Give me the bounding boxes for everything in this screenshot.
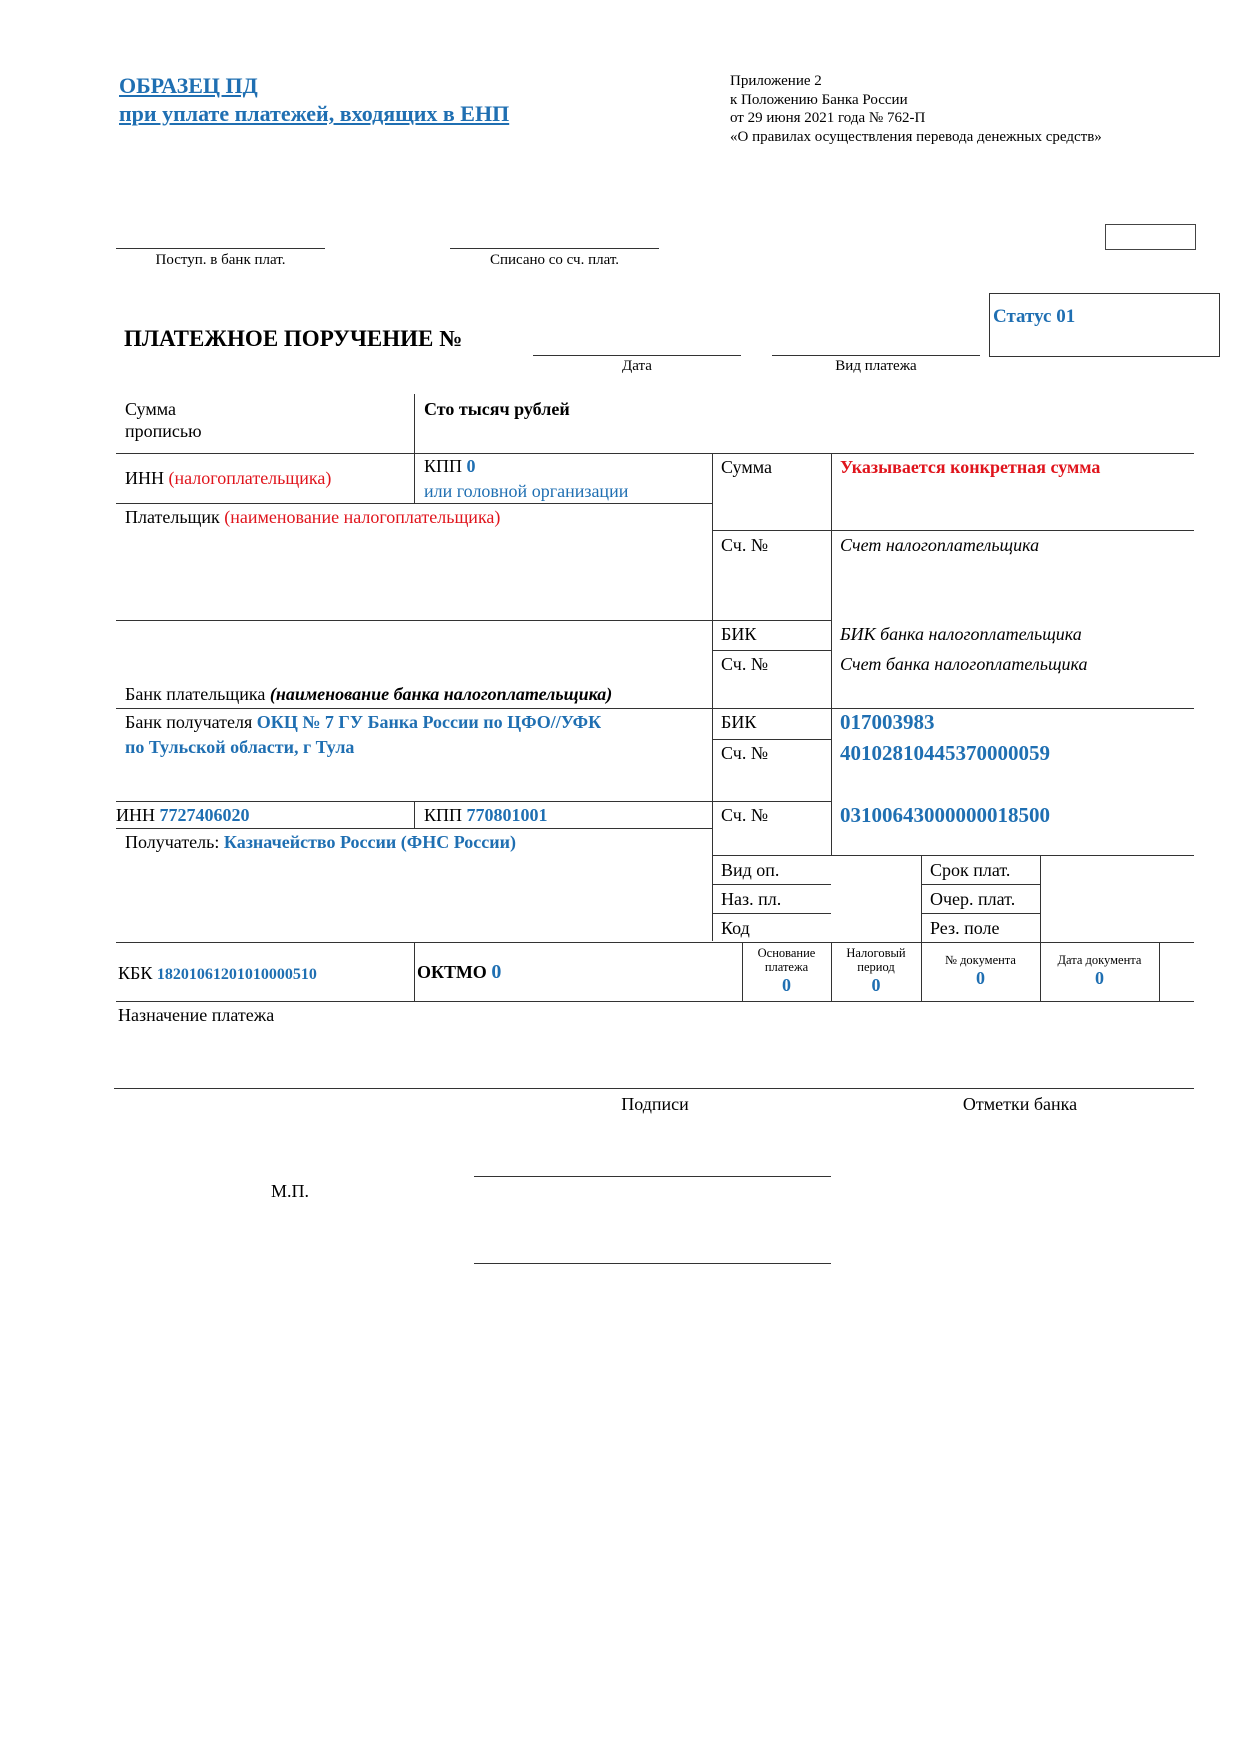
oktmo-label: ОКТМО (417, 962, 487, 982)
divider (116, 801, 831, 802)
recipient-bank[interactable] (125, 711, 715, 758)
doc-number-field[interactable] (921, 953, 1040, 989)
recipient-inn[interactable] (116, 804, 250, 826)
divider (712, 530, 1194, 531)
divider (116, 453, 1194, 454)
payer-name-label: Плательщик (125, 507, 220, 527)
divider (831, 453, 832, 855)
payer-account-value[interactable]: Счет налогоплательщика (840, 535, 1040, 555)
signatures-label: Подписи (621, 1094, 689, 1114)
divider (116, 503, 712, 504)
payer-kpp-note: или головной организации (424, 481, 629, 501)
recipient-bank-label: Банк получателя (125, 712, 253, 732)
payer-bank[interactable] (125, 683, 612, 705)
signature-line-2[interactable] (474, 1263, 831, 1264)
status-value: Статус 01 (993, 306, 1076, 327)
divider (116, 828, 712, 829)
appendix-reference (730, 72, 1102, 146)
label-line: Сумма (125, 399, 176, 419)
divider (712, 884, 831, 885)
divider (712, 650, 831, 651)
divider (712, 855, 1194, 856)
label-line: прописью (125, 421, 202, 441)
payment-type-label: Вид платежа (835, 358, 917, 374)
form-code-box[interactable] (1105, 224, 1196, 250)
document-title (119, 72, 509, 128)
recipient-bank-account-value[interactable]: 40102810445370000059 (840, 741, 1050, 765)
recipient-account-label: Сч. № (721, 805, 768, 825)
title-line-2: при уплате платежей, входящих в ЕНП (119, 101, 510, 126)
basis-value: 0 (782, 975, 791, 995)
recipient-bank-value: ОКЦ № 7 ГУ Банка России по ЦФО//УФК (256, 712, 602, 732)
recipient-bik-value[interactable]: 017003983 (840, 710, 935, 734)
due-date-label: Срок плат. (930, 860, 1011, 880)
debited-date-line[interactable] (450, 248, 659, 249)
doc-date-value: 0 (1095, 968, 1104, 988)
kbk-field[interactable] (118, 962, 317, 986)
purpose-code-label: Наз. пл. (721, 889, 782, 909)
oktmo-field[interactable] (417, 961, 501, 983)
payer-bik-label: БИК (721, 624, 757, 644)
tax-period-label: Налоговый (846, 946, 906, 960)
divider (116, 708, 1194, 709)
divider (712, 453, 713, 941)
divider (921, 913, 1040, 914)
appendix-line: Приложение 2 (730, 73, 822, 89)
basis-field[interactable] (742, 946, 831, 996)
sum-value[interactable]: Указывается конкретная сумма (840, 457, 1101, 477)
amount-words-value[interactable]: Сто тысяч рублей (424, 399, 570, 419)
tax-period-field[interactable] (831, 946, 921, 996)
divider (414, 942, 415, 1001)
basis-label: Основание (757, 946, 816, 960)
stamp-label: М.П. (271, 1181, 310, 1201)
doc-number-label: № документа (945, 953, 1016, 967)
payment-purpose-label: Назначение платежа (118, 1005, 275, 1025)
payer-bank-value: (наименование банка налогоплательщика) (269, 684, 613, 704)
op-type-label: Вид оп. (721, 860, 780, 880)
recipient-kpp-label: КПП (424, 805, 463, 825)
payment-type-line[interactable] (772, 355, 980, 356)
payment-purpose-field[interactable] (116, 1028, 1194, 1086)
divider (712, 913, 831, 914)
divider (414, 394, 415, 453)
recipient-kpp[interactable] (424, 804, 548, 826)
payer-inn-label: ИНН (125, 468, 164, 488)
bank-marks-label: Отметки банка (962, 1094, 1078, 1114)
received-date-line[interactable] (116, 248, 325, 249)
sum-label: Сумма (721, 457, 772, 477)
reserve-field-label: Рез. поле (930, 918, 1000, 938)
kbk-value: 18201061201010000510 (156, 966, 317, 983)
payer-inn[interactable] (125, 467, 331, 489)
tax-period-value: 0 (871, 975, 881, 995)
payer-bik-value[interactable]: БИК банка налогоплательщика (840, 624, 1082, 644)
doc-date-label: Дата документа (1057, 953, 1142, 967)
divider (712, 739, 831, 740)
divider (921, 884, 1040, 885)
doc-date-field[interactable] (1040, 953, 1159, 989)
recipient-name-value: Казначейство России (ФНС России) (223, 832, 516, 852)
payer-name[interactable] (125, 506, 500, 528)
title-line-1: ОБРАЗЕЦ ПД (119, 73, 258, 98)
date-label: Дата (622, 358, 652, 374)
code-label: Код (721, 918, 750, 938)
recipient-bank-value-line2: по Тульской области, г Тула (125, 737, 355, 757)
payer-bank-label: Банк плательщика (125, 684, 266, 704)
received-label: Поступ. в банк плат. (155, 252, 286, 268)
appendix-line: «О правилах осуществления перевода денежных средств» (730, 128, 1102, 145)
appendix-line: от 29 июня 2021 года № 762-П (730, 110, 926, 126)
recipient-bik-label: БИК (721, 712, 757, 732)
divider (116, 1001, 1194, 1002)
divider (1159, 942, 1160, 1001)
divider (116, 942, 1194, 943)
basis-label: платежа (764, 960, 809, 974)
tax-period-label: период (857, 960, 895, 974)
recipient-inn-value: 7727406020 (159, 805, 250, 825)
doc-number-value: 0 (976, 968, 985, 988)
divider (114, 1088, 1194, 1089)
amount-words-label (125, 398, 202, 442)
debited-label: Списано со сч. плат. (489, 252, 620, 268)
divider (1040, 855, 1041, 942)
status-box (989, 293, 1220, 357)
appendix-line: к Положению Банка России (730, 91, 908, 108)
payer-bank-account-label: Сч. № (721, 654, 768, 674)
payer-name-value: (наименование налогоплательщика) (224, 507, 501, 527)
divider (414, 801, 415, 828)
payment-order-title: ПЛАТЕЖНОЕ ПОРУЧЕНИЕ № (124, 326, 463, 351)
payer-inn-value: (налогоплательщика) (168, 468, 332, 488)
payer-kpp-value: 0 (466, 456, 476, 476)
payer-account-label: Сч. № (721, 535, 768, 555)
divider (116, 620, 712, 621)
recipient-name-label: Получатель: (125, 832, 220, 852)
recipient-inn-label: ИНН (116, 805, 155, 825)
divider (921, 855, 922, 942)
payer-kpp-label: КПП (424, 456, 463, 476)
payer-bank-account-value[interactable]: Счет банка налогоплательщика (840, 654, 1088, 674)
divider (414, 453, 415, 503)
recipient-kpp-value: 770801001 (466, 805, 548, 825)
date-line[interactable] (533, 355, 741, 356)
signature-line-1[interactable] (474, 1176, 831, 1177)
recipient-account-value[interactable]: 03100643000000018500 (840, 803, 1050, 827)
divider (712, 620, 831, 621)
kbk-label: КБК (118, 963, 153, 983)
recipient-bank-account-label: Сч. № (721, 743, 768, 763)
payer-kpp[interactable] (424, 455, 628, 502)
priority-label: Очер. плат. (930, 889, 1016, 909)
recipient-name[interactable] (125, 831, 516, 853)
oktmo-value: 0 (491, 961, 502, 983)
